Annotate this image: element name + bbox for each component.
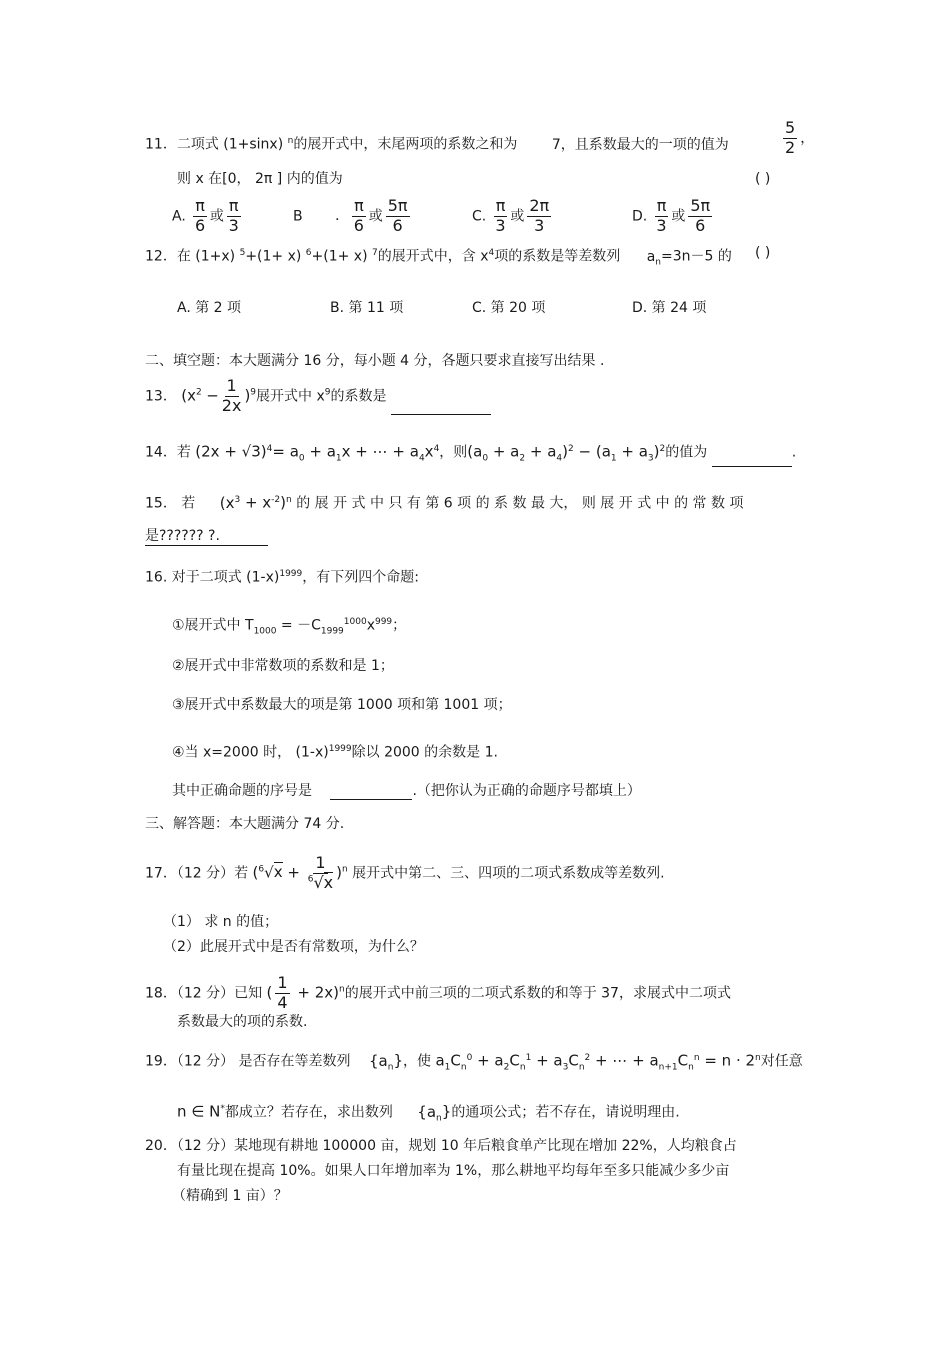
q16-item-1 <box>172 613 406 640</box>
sub: 3 <box>647 453 654 464</box>
exp: 6 <box>305 248 312 258</box>
text: . <box>791 444 797 461</box>
text: a <box>646 248 656 265</box>
label: B <box>293 208 303 225</box>
text: 对任意 <box>760 1053 803 1070</box>
exp: 2 <box>584 1053 591 1063</box>
q11-number: 11． <box>145 136 177 153</box>
q12-answer-bracket: ( ) <box>755 245 771 261</box>
section-3-heading: 三、解答题：本大题满分 74 分. <box>145 816 345 832</box>
sub: n <box>460 1062 467 1073</box>
text: +(1+ x) <box>245 248 306 265</box>
q11-option-b <box>293 198 413 235</box>
sub: n <box>655 257 661 268</box>
sub: 0 <box>482 453 489 464</box>
text: 的展开式中，含 x <box>377 248 489 265</box>
q17-part-1: （1） 求 n 的值； <box>163 914 279 930</box>
denominator: 6 <box>695 215 706 235</box>
or: 或 <box>368 208 383 225</box>
exp: 2 <box>568 444 574 454</box>
exp: 4 <box>433 444 440 454</box>
text: ，则 <box>439 444 468 461</box>
q11-stem: 二项式 (1+sinx) <box>176 136 284 153</box>
exp: 2 <box>659 444 666 454</box>
section-2-heading: 二、填空题：本大题满分 16 分，每小题 4 分，各题只要求直接写出结果 . <box>145 353 605 369</box>
number: 15． 若 <box>145 495 196 512</box>
exp: 1000 <box>343 617 367 627</box>
q20-line2: 有量比现在提高 10%。如果人口年增加率为 1%，那么耕地平均每年至多只能减少多少亩 <box>177 1163 730 1179</box>
q11-fraction <box>780 120 814 157</box>
denominator: 6 <box>392 215 403 235</box>
math: + a <box>531 1051 563 1070</box>
exp: 4 <box>266 444 273 454</box>
text: = －C <box>276 617 321 634</box>
math: n ∈ N <box>177 1102 221 1121</box>
math: {a <box>417 1102 437 1121</box>
sub: n <box>578 1062 585 1073</box>
text: 展开式中第二、三、四项的二项式系数成等差数列. <box>352 865 665 882</box>
numerator: 5π <box>690 196 711 215</box>
math: = n · 2 <box>699 1051 756 1070</box>
sub: n+1 <box>658 1062 678 1073</box>
sub: 2 <box>519 453 526 464</box>
exp: 1999 <box>279 569 303 579</box>
text: ，有下列四个命题: <box>302 569 419 586</box>
q13-answer-blank[interactable] <box>391 400 491 415</box>
math: C <box>450 1051 461 1070</box>
numerator: π <box>656 196 667 215</box>
q14-answer-blank[interactable] <box>712 452 792 467</box>
q20-line1: 20．（12 分）某地现有耕地 100000 亩，规划 10 年后粮食单产比现在增加 22%，人均粮食占 <box>145 1138 737 1154</box>
sub: 1 <box>335 453 342 464</box>
sub: 2 <box>503 1062 510 1073</box>
numerator: 1 <box>315 853 326 872</box>
text: 的系数是 <box>330 388 387 405</box>
number: 13． <box>145 388 177 405</box>
exp: 999 <box>374 617 393 627</box>
q20-line3: （精确到 1 亩）？ <box>172 1188 288 1204</box>
text: =3n－5 的 <box>661 248 732 265</box>
number: 14． <box>145 444 177 461</box>
q18-line2: 系数最大的项的系数. <box>177 1014 308 1030</box>
sub: n <box>436 1113 442 1124</box>
exp: 1 <box>525 1053 532 1063</box>
text: +(1+ x) <box>311 248 373 265</box>
exp: n <box>338 984 345 995</box>
denominator: 3 <box>228 215 239 235</box>
text: ④当 x=2000 时， (1-x) <box>172 744 329 761</box>
q16-answer-blank[interactable] <box>330 785 412 800</box>
text: 的 展 开 式 中 只 有 第 6 项 的 系 数 最 大， 则 展 开 式 中 的 常 数 项 <box>296 495 744 512</box>
q15-line1 <box>145 491 743 513</box>
text: 的通项公式；若不存在，请说明理由. <box>451 1104 680 1121</box>
math: C <box>677 1051 689 1070</box>
math: + a <box>616 442 648 461</box>
numerator: π <box>495 196 506 215</box>
denominator: 3 <box>534 215 545 235</box>
exp: 1999 <box>328 744 352 754</box>
math: C <box>509 1051 520 1070</box>
q12-option-d: D. 第 24 项 <box>632 300 707 316</box>
denominator: 3 <box>656 215 667 235</box>
text: ； <box>392 617 407 634</box>
text: 的展开式中前三项的二项式系数的和等于 37，求展式中二项式 <box>344 985 731 1002</box>
math: ) <box>333 983 339 1002</box>
exp: 4 <box>488 248 495 258</box>
exp: n <box>341 864 348 875</box>
exp: n <box>693 1053 700 1063</box>
q16-item-4 <box>172 740 498 762</box>
math: + a <box>525 442 557 461</box>
math: x <box>273 863 283 882</box>
math: + x <box>240 493 272 512</box>
math: x + ⋯ + a <box>341 442 419 461</box>
math: a <box>435 1051 445 1070</box>
numerator: 5 <box>785 118 796 137</box>
denominator: 3 <box>495 215 506 235</box>
label: C. <box>472 208 487 225</box>
sub: 1 <box>610 453 617 464</box>
label: D. <box>632 208 648 225</box>
math: = a <box>272 442 299 461</box>
text: 其中正确命题的序号是 <box>172 783 312 799</box>
math: + a <box>304 442 336 461</box>
text: 在 (1+x) <box>176 248 240 265</box>
math: (2x + √3) <box>195 442 267 461</box>
text: x <box>366 617 375 634</box>
numerator: π <box>195 196 205 215</box>
exp: 5 <box>239 248 246 258</box>
number: 19．（12 分） 是否存在等差数列 <box>145 1053 351 1070</box>
text: ①展开式中 T <box>172 617 254 634</box>
denominator: 6 <box>194 215 206 235</box>
sub: 1 <box>444 1062 451 1073</box>
text: 除以 2000 的余数是 1. <box>351 744 498 761</box>
exp: n <box>286 495 292 505</box>
text: ) <box>244 386 251 405</box>
text: 项的系数是等差数列 <box>494 248 621 265</box>
math: (x <box>219 493 235 512</box>
denominator: 4 <box>277 992 288 1012</box>
exp: * <box>220 1104 225 1114</box>
q15-line2: 是?????? ?. <box>145 527 268 546</box>
exp: 3 <box>234 495 241 505</box>
q11-stem-2: 的展开式中，末尾两项的系数之和为 <box>293 136 518 153</box>
q12-number: 12． <box>145 248 177 265</box>
math: + a <box>472 1051 504 1070</box>
sub: 4 <box>556 453 563 464</box>
q12-option-a: A. 第 2 项 <box>177 300 242 316</box>
math: ) <box>336 863 342 882</box>
sub: 4 <box>418 453 425 464</box>
exp: n <box>287 136 294 146</box>
exp: 9 <box>324 387 331 398</box>
denominator: 6 <box>353 215 364 235</box>
or: 或 <box>209 208 224 225</box>
numerator: 1 <box>277 973 288 992</box>
numerator: 1 <box>226 376 237 395</box>
math: ) <box>653 442 660 461</box>
q16-answer-line <box>172 782 641 800</box>
number: 18．（12 分）已知 <box>145 985 263 1002</box>
q11-stem-3: 7，且系数最大的一项的值为 <box>551 136 729 153</box>
q11-line1 <box>145 132 729 154</box>
label: A. <box>172 208 186 225</box>
sub: n <box>387 1062 394 1073</box>
q11-option-d <box>632 198 715 235</box>
denominator: 2 <box>785 137 796 157</box>
text: 展开式中 x <box>256 388 325 405</box>
text: − <box>206 386 219 405</box>
q11-answer-bracket: ( ) <box>755 171 771 187</box>
math: } <box>441 1102 452 1121</box>
math: (a <box>467 442 483 461</box>
q19-line1 <box>145 1049 803 1076</box>
math: ( <box>266 983 273 1002</box>
math: {a <box>368 1051 388 1070</box>
sub: 3 <box>562 1062 569 1073</box>
numerator: π <box>354 196 364 215</box>
text: 若 <box>176 444 191 461</box>
text: (x <box>181 386 197 405</box>
numerator: 2π <box>529 196 550 215</box>
q16-item-2: ②展开式中非常数项的系数和是 1； <box>172 658 394 674</box>
math: − (a <box>573 442 611 461</box>
root-index: 6 <box>307 874 314 885</box>
text: 都成立？若存在，求出数列 <box>224 1104 393 1121</box>
sub: 0 <box>298 453 305 464</box>
exp: 2 <box>196 387 202 398</box>
sub: 1999 <box>320 626 344 637</box>
math: } <box>393 1051 403 1070</box>
text: 的值为 <box>665 444 708 461</box>
math: + 2x <box>292 983 334 1002</box>
q14 <box>145 440 796 467</box>
text: .（把你认为正确的命题序号都填上） <box>412 783 641 799</box>
numerator: 5π <box>387 196 408 215</box>
q12-option-c: C. 第 20 项 <box>472 300 546 316</box>
exp: n <box>755 1053 761 1063</box>
q17-part-2: （2）此展开式中是否有常数项，为什么？ <box>163 939 424 955</box>
or: 或 <box>510 208 525 225</box>
math: + a <box>488 442 520 461</box>
text: 对于二项式 (1-x) <box>171 569 280 586</box>
q12-line1 <box>145 244 732 271</box>
sub: n <box>688 1062 694 1073</box>
or: 或 <box>671 208 686 225</box>
q16-item-3: ③展开式中系数最大的项是第 1000 项和第 1001 项； <box>172 697 512 713</box>
math: ) <box>562 442 568 461</box>
math: + <box>282 863 305 882</box>
dot: ． <box>335 208 350 225</box>
number: 17．（12 分）若 <box>145 865 249 882</box>
q17-stem: 17．（12 分）若 ($^6$√x + $\frac{1}{^6√x}$ )$^n$ 展开式中第二、三、四项的二项式系数成等差数列. <box>145 853 665 892</box>
q13 <box>145 378 491 415</box>
q18-line1 <box>145 975 731 1012</box>
numerator: π <box>228 196 239 215</box>
exp: 7 <box>372 248 378 258</box>
denominator: 2x <box>221 395 242 415</box>
exp: 0 <box>466 1053 473 1063</box>
math: + ⋯ + a <box>590 1051 659 1070</box>
q11-option-a <box>172 198 244 235</box>
root-index: 6 <box>258 864 265 875</box>
number: 16. <box>145 569 168 586</box>
math: ) <box>280 493 287 512</box>
sub: n <box>519 1062 526 1073</box>
text: ，使 <box>403 1053 431 1070</box>
q19-line2 <box>177 1100 680 1127</box>
sub: 1000 <box>253 626 277 637</box>
exp: 9 <box>250 387 257 398</box>
math: C <box>568 1051 579 1070</box>
math: x <box>323 872 334 892</box>
q12-option-b: B. 第 11 项 <box>330 300 404 316</box>
comma: ， <box>800 130 815 147</box>
q11-line2: 则 x 在[0， 2π ] 内的值为 <box>177 171 343 187</box>
q16-stem <box>145 565 419 587</box>
exp: -2 <box>271 495 281 505</box>
q11-option-c <box>472 198 554 235</box>
math: x <box>424 442 434 461</box>
